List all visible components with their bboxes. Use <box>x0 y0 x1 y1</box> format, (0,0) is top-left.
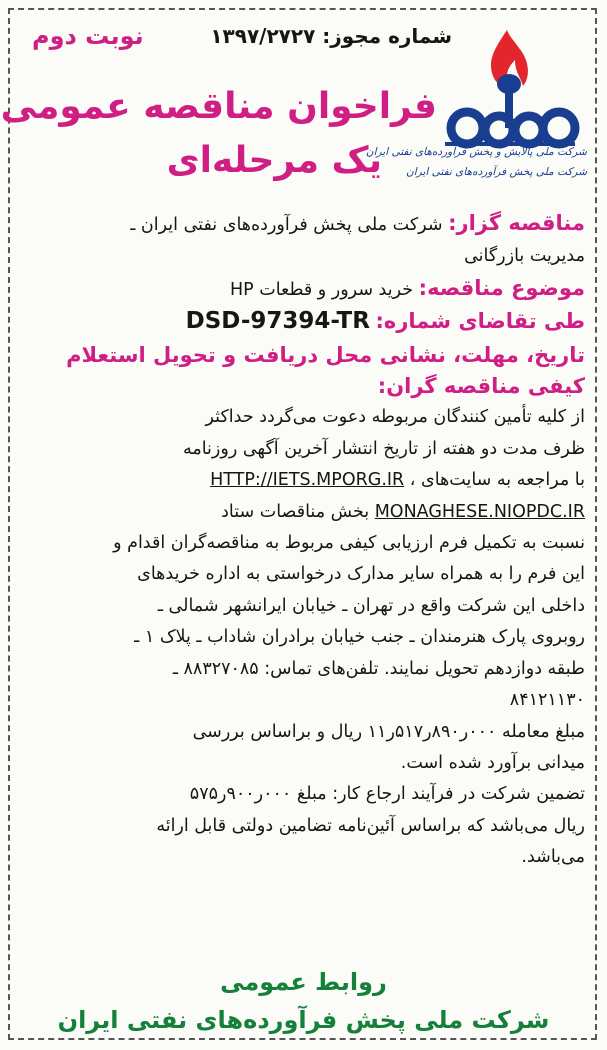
guarantee-line-3: می‌باشد. <box>521 847 585 868</box>
subject-row <box>34 273 585 306</box>
para-line-2: ظرف مدت دو هفته از تاریخ انتشار آخرین آگهی روزنامه <box>182 438 585 459</box>
notice-subtitle: یک مرحله‌ای <box>166 140 382 181</box>
request-label: طی تقاضای شماره: <box>375 309 585 334</box>
notice-title: فراخوان مناقصه عمومی <box>0 86 437 127</box>
tender-row <box>34 208 585 241</box>
para-line-4 <box>34 497 585 528</box>
iets-link[interactable]: HTTP://IETS.MPORG.IR <box>210 470 405 491</box>
footer-public-relations: روابط عمومی <box>220 968 387 996</box>
para-line-7: داخلی این شرکت واقع در تهران ـ خیابان ایرانشهر شمالی ـ <box>157 595 585 616</box>
para-line-10: ۸۴۱۲۱۱۳۰ <box>509 690 585 711</box>
logo-caption-distribution: شرکت ملی پخش فرآورده‌های نفتی ایران <box>406 166 587 178</box>
tender-value-cont: مدیریت بازرگانی <box>464 246 585 267</box>
para-line-5: نسبت به تکمیل فرم ارزیابی کیفی مربوط به مناقصه‌گران اقدام و <box>113 533 585 554</box>
para-line-6: این فرم را به همراه سایر مدارک درخواستی به اداره خریدهای <box>137 564 585 585</box>
guarantee-line-2: ریال می‌باشد که براساس آئین‌نامه تضامین دولتی قابل ارائه <box>156 815 585 836</box>
para-line-3-text: با مراجعه به سایت‌های ، <box>409 470 585 491</box>
notice-body <box>34 208 585 874</box>
amount-line-1: مبلغ معامله ۰۰۰ر۸۹۰ر۵۱۷ر۱۱ ریال و براساس بررسی <box>192 721 585 742</box>
para-line-8: روبروی پارک هنرمندان ـ جنب خیابان برادران شاداب ـ پلاک ۱ ـ <box>134 627 585 648</box>
request-number: DSD-97394-TR <box>185 308 370 335</box>
guarantee-line-1: تضمین شرکت در فرآیند ارجاع کار: مبلغ ۰۰۰ر۹۰۰ر۵۷۵ <box>189 784 585 805</box>
subject-value: خرید سرور و قطعات HP <box>229 279 414 300</box>
request-row <box>34 306 585 339</box>
license-number: شماره مجوز: ۱۳۹۷/۲۷۲۷ <box>210 24 452 48</box>
date-heading: تاریخ، مهلت، نشانی محل دریافت و تحویل استعلام <box>66 342 585 367</box>
date-heading-cont: کیفی مناقصه گران: <box>377 374 585 399</box>
round-badge: نوبت دوم <box>32 22 144 50</box>
tender-label: مناقصه گزار: <box>448 211 585 235</box>
footer-company: شرکت ملی پخش فرآورده‌های نفتی ایران <box>57 1006 550 1034</box>
para-line-9: طبقه دوازدهم تحویل نمایند. تلفن‌های تماس: ۸۸۳۲۷۰۸۵ ـ <box>172 658 585 679</box>
para-line-4-text: بخش مناقصات ستاد <box>221 501 370 522</box>
amount-line-2: میدانی برآورد شده است. <box>400 752 585 773</box>
monaghese-link[interactable]: MONAGHESE.NIOPDC.IR <box>374 501 585 522</box>
para-line-1: از کلیه تأمین کنندگان مربوطه دعوت می‌گردد حداکثر <box>205 407 585 428</box>
para-line-3 <box>34 465 585 496</box>
tender-value: شرکت ملی پخش فرآورده‌های نفتی ایران ـ <box>130 215 443 235</box>
subject-label: موضوع مناقصه: <box>418 275 585 300</box>
notice-header <box>0 0 607 200</box>
logo-caption-refining: شرکت ملی پالایش و پخش فرآورده‌های نفتی ایران <box>365 146 587 158</box>
